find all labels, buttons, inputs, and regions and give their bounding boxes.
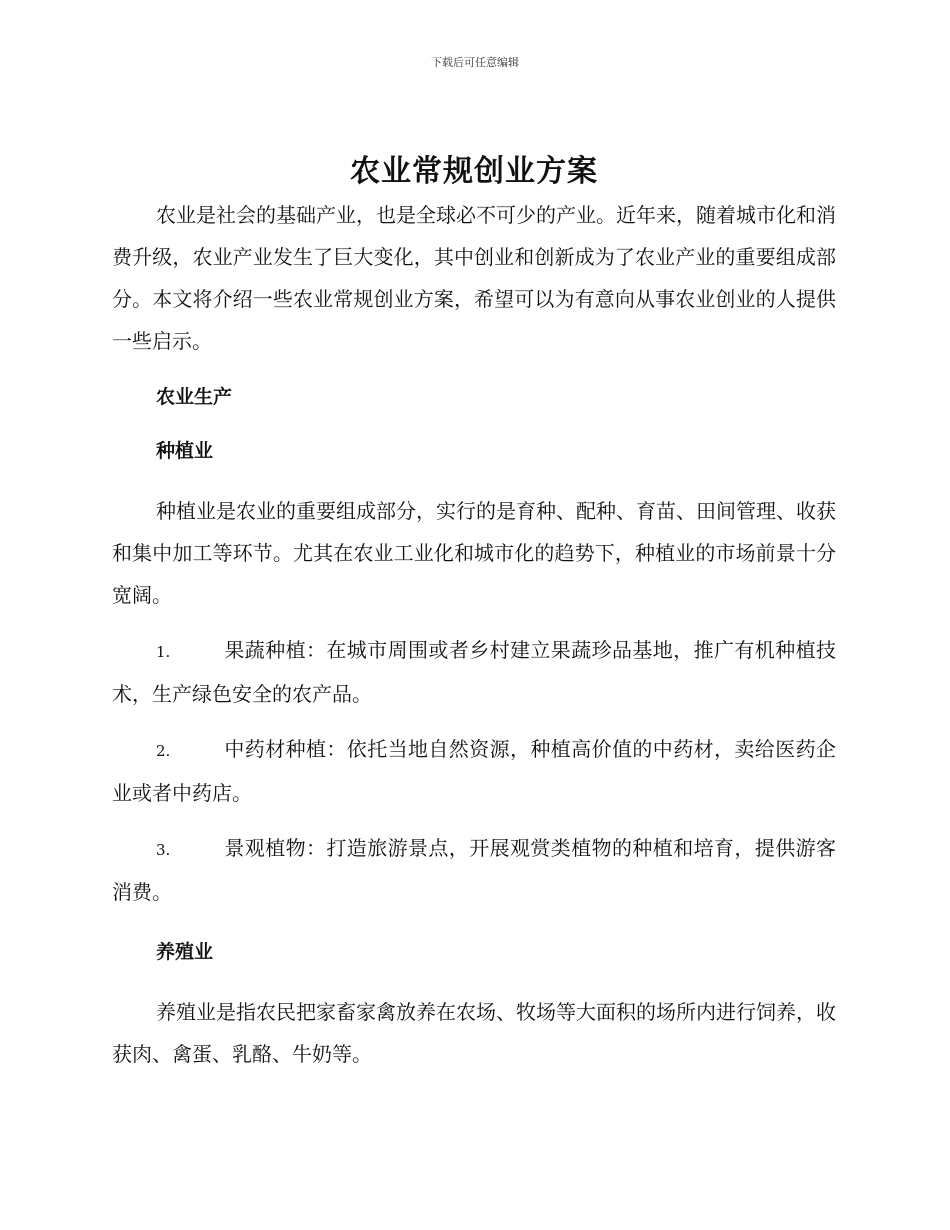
- subsection-heading-breeding: 养殖业: [156, 941, 214, 963]
- list-item-text: 景观植物：打造旅游景点，开展观赏类植物的种植和培育，提供游客消费。: [112, 836, 836, 904]
- section-heading-agri-production: 农业生产: [156, 386, 233, 408]
- intro-paragraph: 农业是社会的基础产业，也是全球必不可少的产业。近年来，随着城市化和消费升级，农业产业发生了巨大变化，其中创业和创新成为了农业产业的重要组成部分。本文将介绍一些农业常规创业方案，希望可以为有意向从事农业创业的人提供一些启示。: [112, 203, 836, 353]
- header-note: 下载后可任意编辑: [431, 56, 519, 69]
- list-item-number: 1.: [156, 643, 171, 661]
- list-item-number: 2.: [156, 742, 171, 760]
- document-body: [112, 150, 836, 1075]
- list-item: [112, 728, 836, 814]
- subsection-heading-planting: 种植业: [156, 440, 214, 462]
- breeding-paragraph: 养殖业是指农民把家畜家禽放养在农场、牧场等大面积的场所内进行饲养，收获肉、禽蛋、乳酪、牛奶等。: [112, 1000, 836, 1066]
- list-item: [112, 827, 836, 913]
- list-item-text: 果蔬种植：在城市周围或者乡村建立果蔬珍品基地，推广有机种植技术，生产绿色安全的农产品。: [112, 638, 836, 706]
- planting-paragraph: 种植业是农业的重要组成部分，实行的是育种、配种、育苗、田间管理、收获和集中加工等环节。尤其在农业工业化和城市化的趋势下，种植业的市场前景十分宽阔。: [112, 499, 836, 607]
- list-item: [112, 629, 836, 715]
- list-item-number: 3.: [156, 841, 171, 859]
- document-title: 农业常规创业方案: [350, 154, 598, 189]
- list-item-text: 中药材种植：依托当地自然资源，种植高价值的中药材，卖给医药企业或者中药店。: [112, 737, 836, 805]
